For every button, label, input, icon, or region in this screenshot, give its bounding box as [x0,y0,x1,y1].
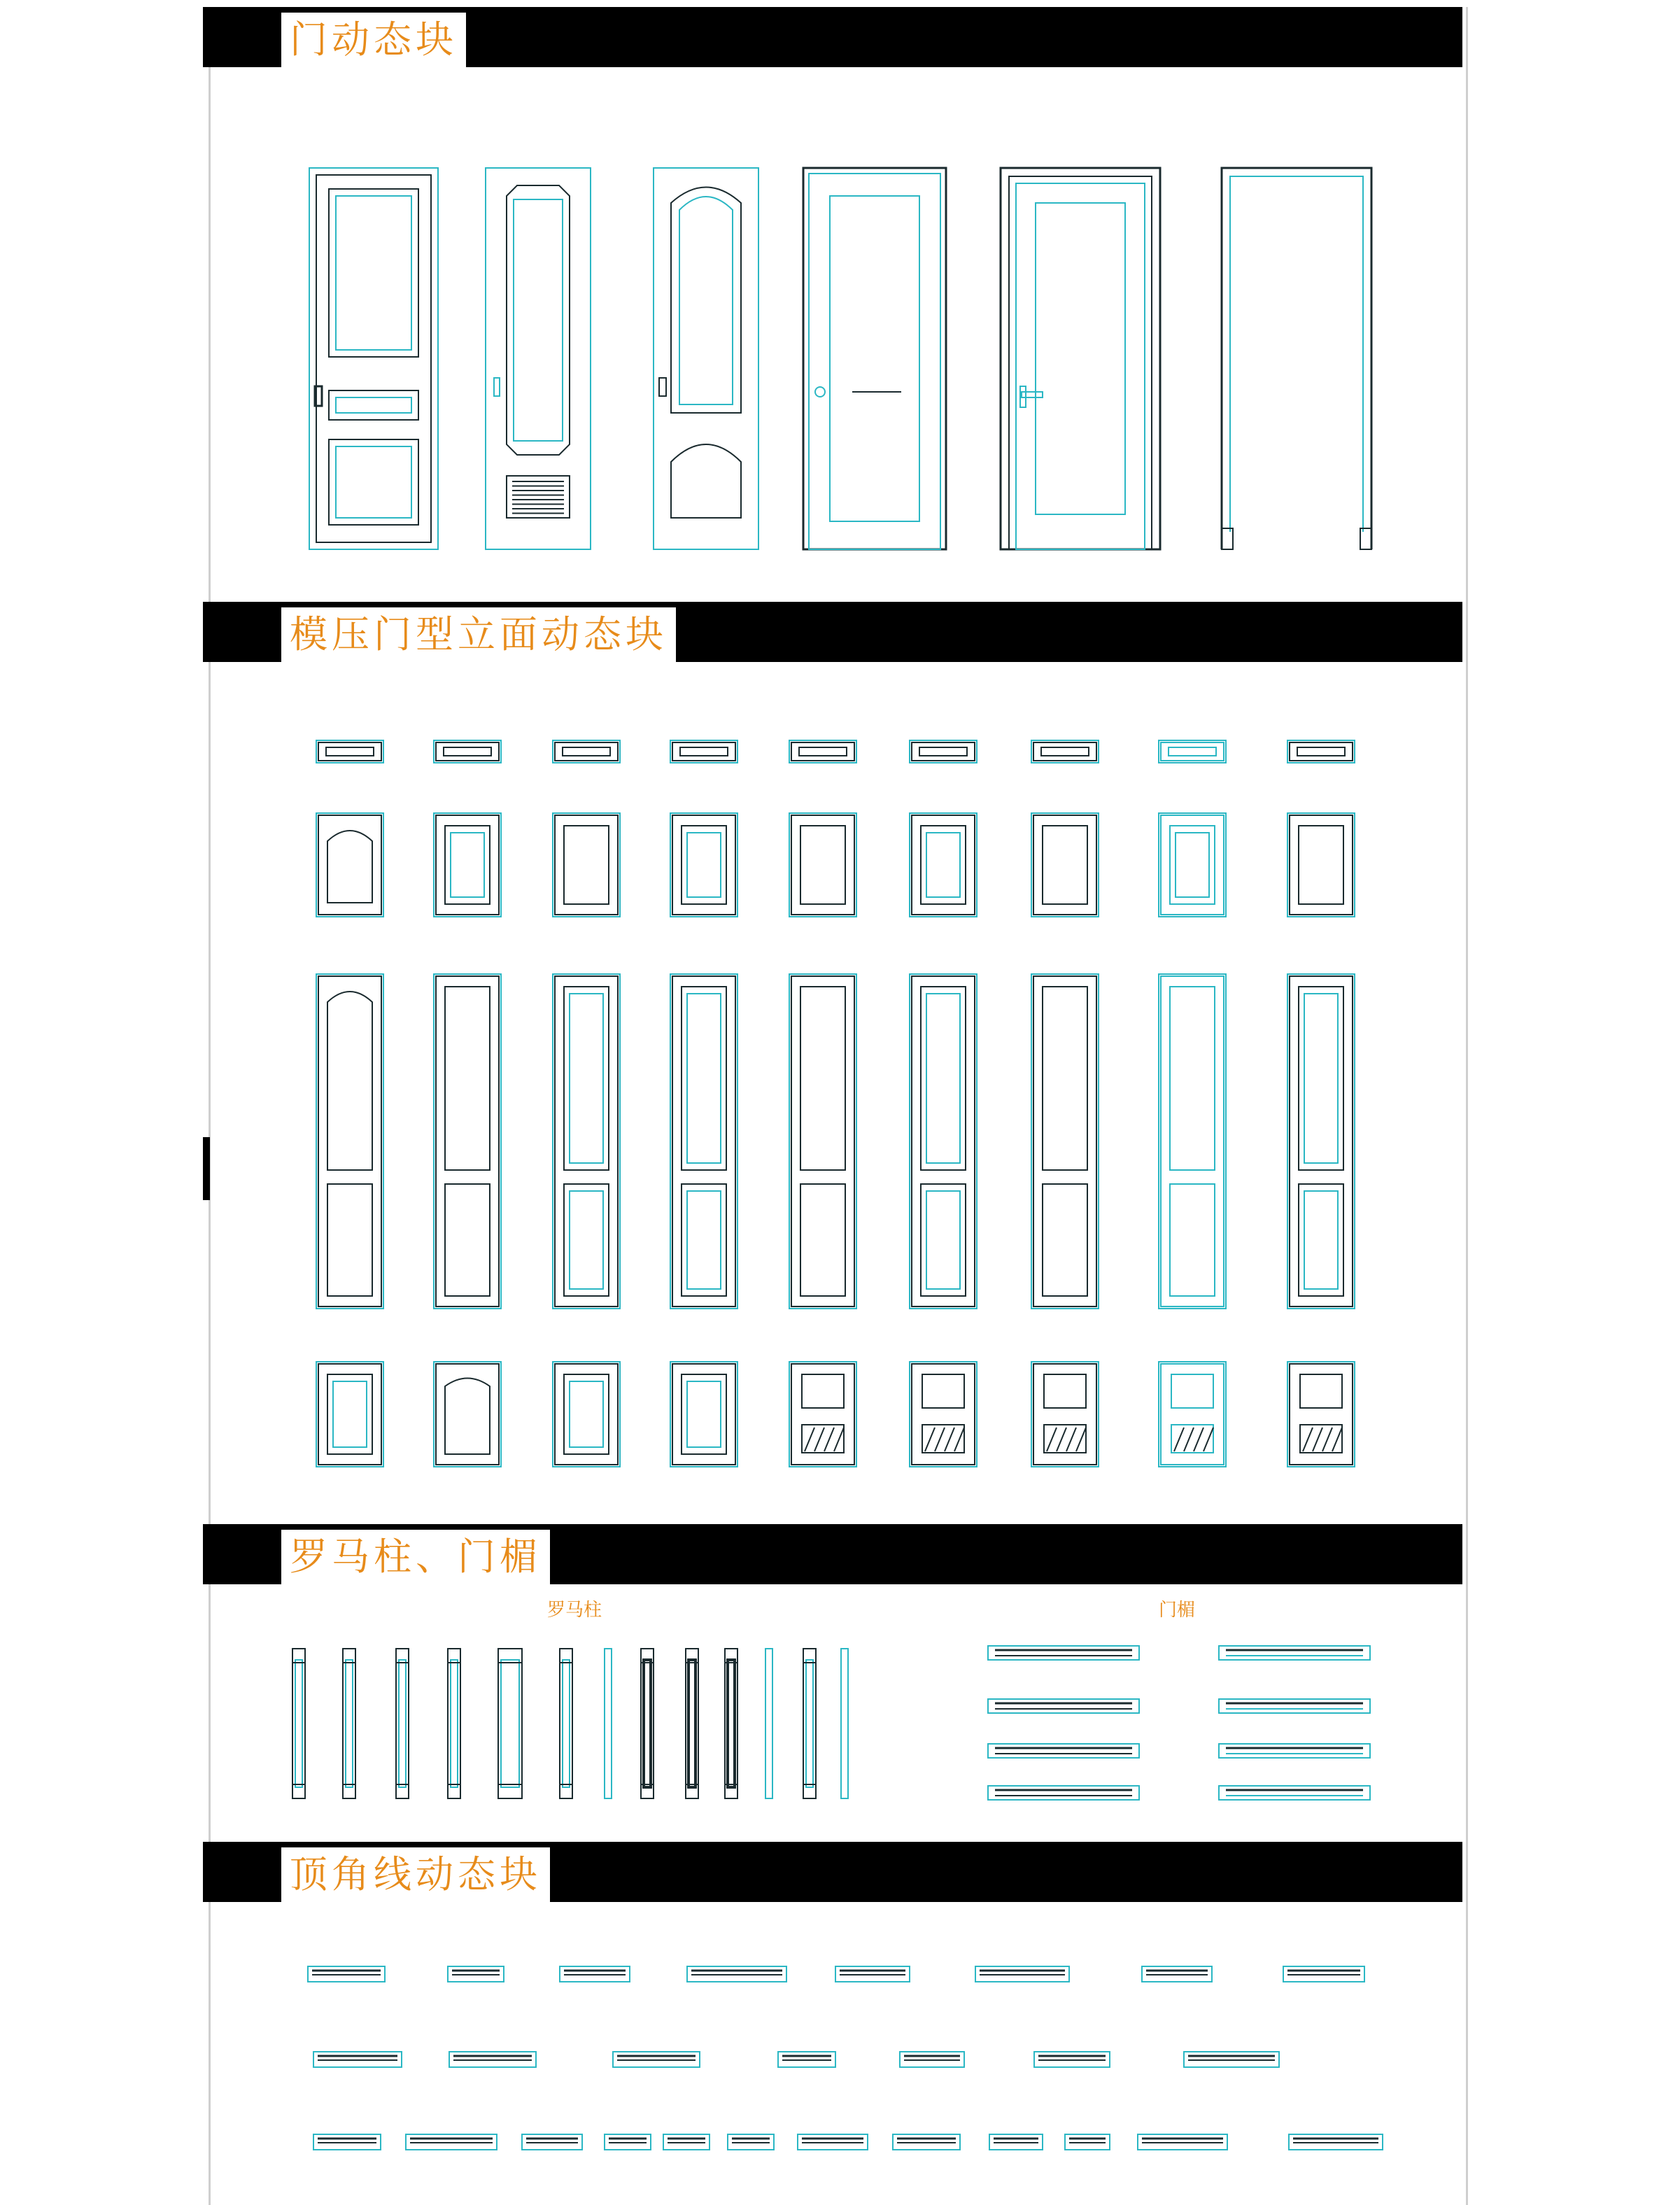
panel-r4-c2 [434,1362,501,1467]
moulding-r3-12 [1289,2134,1383,2150]
moulding-r1-1 [308,1966,385,1982]
moulding-r3-8 [893,2134,960,2150]
panel-r2-c2 [434,813,501,917]
moulding-r3-1 [313,2134,381,2150]
roman-column-2 [343,1649,355,1798]
panel-r1-c6 [910,740,977,763]
door-lintels [988,1646,1370,1800]
roman-columns-label: 罗马柱 [547,1600,602,1621]
panel-r4-c8 [1159,1362,1226,1467]
panel-r2-c4 [670,813,737,917]
door-2 [486,168,591,549]
moulding-r3-3 [522,2134,582,2150]
roman-columns [292,1649,848,1798]
lintel-3 [988,1744,1139,1758]
panel-r1-c1 [316,740,383,763]
moulding-r1-2 [448,1966,504,1982]
moulding-r2-4 [778,2052,835,2067]
panel-r4-c1 [316,1362,383,1467]
moulding-r2-6 [1034,2052,1110,2067]
moulding-r3-6 [728,2134,774,2150]
moulding-r1-4 [687,1966,786,1982]
lintel-8 [1219,1786,1370,1800]
roman-column-6 [560,1649,572,1798]
panel-r3-c5 [789,974,856,1309]
panel-r3-c7 [1031,974,1099,1309]
door-4 [803,168,946,549]
panel-r3-c9 [1287,974,1355,1309]
section-title-molded: 模压门型立面动态块 [281,607,676,662]
moulding-r2-2 [449,2052,536,2067]
lintel-5 [1219,1646,1370,1660]
lintel-4 [988,1786,1139,1800]
lintel-1 [988,1646,1139,1660]
panel-r4-c5 [789,1362,856,1467]
roman-column-7 [605,1649,612,1798]
panel-r2-c3 [553,813,620,917]
door-6 [1222,168,1371,549]
panel-r3-c3 [553,974,620,1309]
panel-r1-c4 [670,740,737,763]
lintels-label: 门楣 [1159,1600,1196,1621]
panel-r3-c1 [316,974,383,1309]
roman-column-3 [396,1649,409,1798]
roman-column-1 [292,1649,305,1798]
door-elevations [309,168,1371,549]
panel-r3-c6 [910,974,977,1309]
moulding-r3-7 [798,2134,868,2150]
moulding-r2-5 [900,2052,964,2067]
roman-column-13 [841,1649,848,1798]
roman-column-4 [448,1649,460,1798]
panel-r2-c7 [1031,813,1099,917]
moulding-r2-7 [1184,2052,1279,2067]
moulding-r3-9 [989,2134,1043,2150]
lintel-2 [988,1699,1139,1713]
moulding-r1-3 [560,1966,630,1982]
moulding-r2-1 [313,2052,402,2067]
roman-column-9 [686,1649,698,1798]
moulding-r1-6 [975,1966,1069,1982]
crown-mouldings [308,1966,1383,2150]
panel-r1-c7 [1031,740,1099,763]
panel-r1-c5 [789,740,856,763]
roman-column-8 [641,1649,654,1798]
molded-panel-grid [316,740,1355,1467]
moulding-r2-3 [613,2052,700,2067]
section-title-columns: 罗马柱、门楣 [281,1530,550,1584]
door-5 [1001,168,1160,549]
panel-r4-c4 [670,1362,737,1467]
roman-column-12 [803,1649,816,1798]
moulding-r1-7 [1142,1966,1212,1982]
door-1 [309,168,438,549]
lintel-6 [1219,1699,1370,1713]
moulding-r3-11 [1138,2134,1227,2150]
roman-column-5 [498,1649,522,1798]
section-title-doors: 门动态块 [281,13,466,67]
roman-column-10 [725,1649,737,1798]
moulding-r3-4 [605,2134,651,2150]
moulding-r1-5 [835,1966,910,1982]
panel-r2-c8 [1159,813,1226,917]
moulding-r3-10 [1065,2134,1110,2150]
lintel-7 [1219,1744,1370,1758]
panel-r1-c9 [1287,740,1355,763]
moulding-r3-5 [663,2134,710,2150]
panel-r2-c9 [1287,813,1355,917]
panel-r2-c5 [789,813,856,917]
door-3 [654,168,758,549]
roman-column-11 [765,1649,772,1798]
panel-r1-c2 [434,740,501,763]
panel-r4-c6 [910,1362,977,1467]
panel-r1-c8 [1159,740,1226,763]
panel-r3-c8 [1159,974,1226,1309]
panel-r2-c1 [316,813,383,917]
panel-r3-c4 [670,974,737,1309]
moulding-r1-8 [1283,1966,1364,1982]
panel-r2-c6 [910,813,977,917]
panel-r4-c9 [1287,1362,1355,1467]
panel-r1-c3 [553,740,620,763]
section-title-moulding: 顶角线动态块 [281,1847,550,1902]
moulding-r3-2 [406,2134,497,2150]
panel-r3-c2 [434,974,501,1309]
panel-r4-c3 [553,1362,620,1467]
panel-r4-c7 [1031,1362,1099,1467]
